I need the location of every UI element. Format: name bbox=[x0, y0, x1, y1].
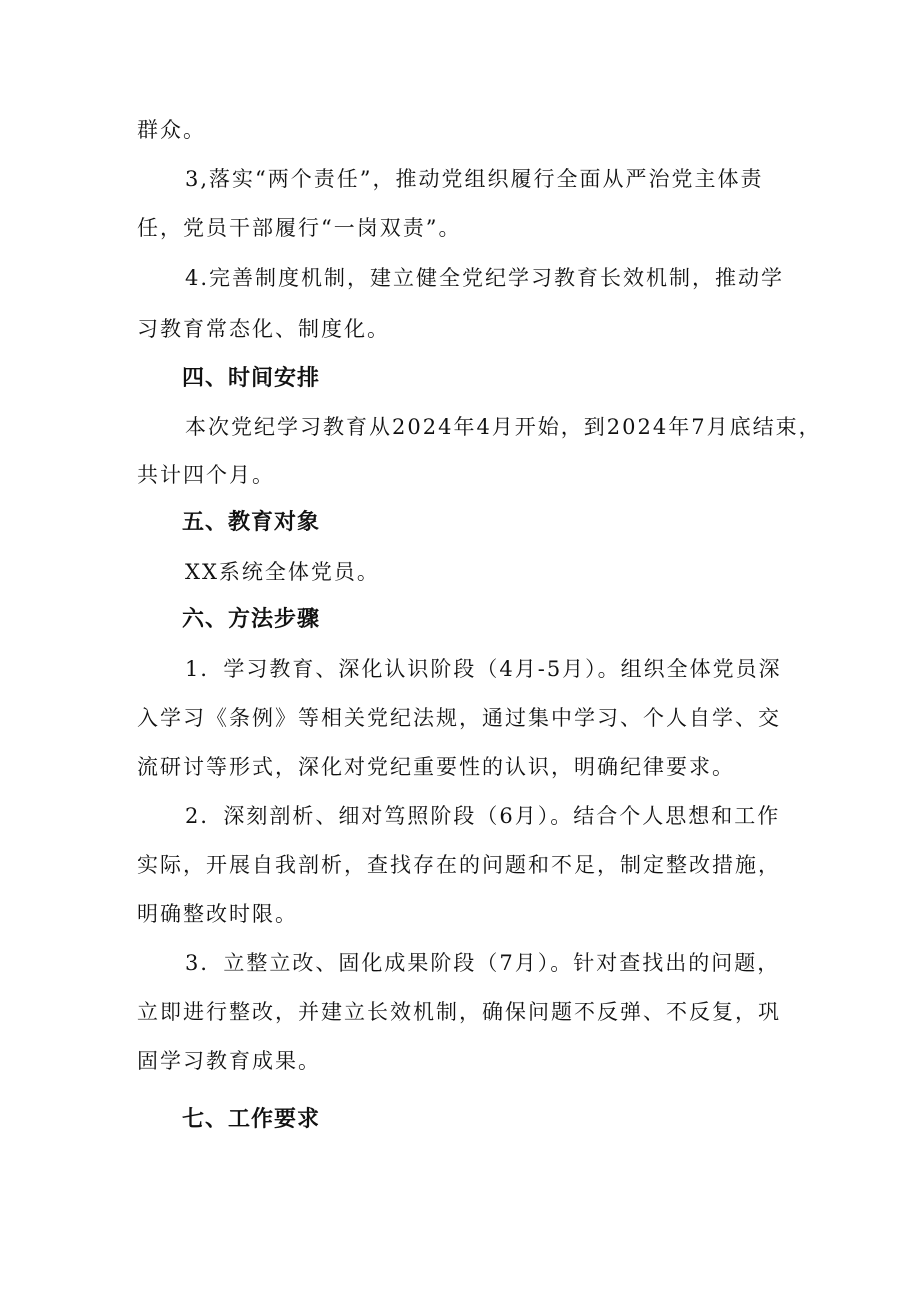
paragraph-line: 明确整改时限。 bbox=[137, 902, 298, 926]
paragraph-line: XX系统全体党员。 bbox=[185, 560, 380, 584]
paragraph-line: 习教育常态化、制度化。 bbox=[137, 317, 390, 341]
section-heading-requirements: 七、工作要求 bbox=[182, 1107, 321, 1132]
paragraph-line: 实际，开展自我剖析，查找存在的问题和不足，制定整改措施， bbox=[137, 853, 781, 877]
paragraph-line: 3,落实“两个责任”，推动党组织履行全面从严治党主体责 bbox=[185, 167, 764, 191]
section-heading-method: 六、方法步骤 bbox=[182, 607, 321, 632]
paragraph-line: 立即进行整改，并建立长效机制，确保问题不反弹、不反复，巩 bbox=[137, 1000, 781, 1024]
paragraph-line: 1．学习教育、深化认识阶段（4月-5月）。组织全体党员深 bbox=[185, 657, 782, 681]
paragraph-line: 流研讨等形式，深化对党纪重要性的认识，明确纪律要求。 bbox=[137, 755, 735, 779]
paragraph-line: 3．立整立改、固化成果阶段（7月）。针对查找出的问题， bbox=[185, 951, 781, 975]
section-heading-target: 五、教育对象 bbox=[182, 510, 321, 535]
paragraph-line: 固学习教育成果。 bbox=[137, 1049, 321, 1073]
paragraph-line: 本次党纪学习教育从2024年4月开始，到2024年7月底结束， bbox=[185, 415, 822, 439]
paragraph-line: 共计四个月。 bbox=[137, 463, 275, 487]
paragraph-line: 入学习《条例》等相关党纪法规，通过集中学习、个人自学、交 bbox=[137, 706, 781, 730]
paragraph-line: 任，党员干部履行“一岗双责”。 bbox=[137, 216, 462, 240]
paragraph-line: 群众。 bbox=[137, 118, 206, 142]
paragraph-line: 4.完善制度机制，建立健全党纪学习教育长效机制，推动学 bbox=[185, 266, 785, 290]
section-heading-time: 四、时间安排 bbox=[182, 366, 321, 391]
paragraph-line: 2．深刻剖析、细对笃照阶段（6月）。结合个人思想和工作 bbox=[185, 804, 781, 828]
